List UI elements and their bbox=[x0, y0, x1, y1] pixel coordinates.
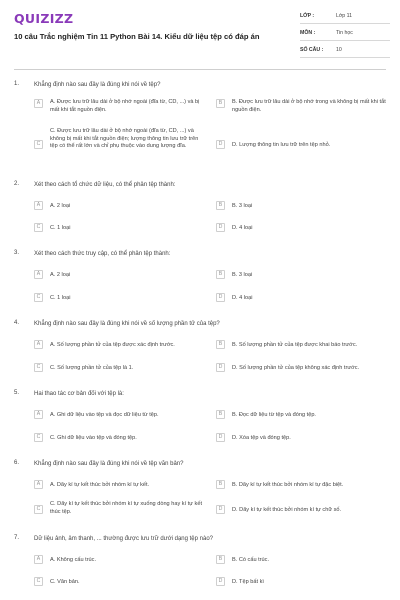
question-text: Khẳng định nào sau đây là đúng khi nói về tệp? bbox=[34, 82, 161, 88]
option-text: D. 4 loại bbox=[232, 294, 253, 301]
option-letter-box: A bbox=[34, 410, 43, 419]
question-number: 1. bbox=[14, 81, 20, 87]
option-letter-box: C bbox=[34, 433, 43, 442]
option-text: A. Số lượng phần tử của tệp được xác định trước. bbox=[50, 341, 175, 348]
option-text: C. 1 loại bbox=[50, 294, 71, 301]
option-text: D. Dãy kí tự kết thúc bởi nhóm kí tự chữ số. bbox=[232, 506, 342, 513]
option-text: A. Dãy kí tự kết thúc bởi nhóm kí tự kết. bbox=[50, 481, 150, 488]
question-text: Khẳng định nào sau đây là đúng khi nói về tệp văn bản? bbox=[34, 461, 184, 467]
option-letter-box: C bbox=[34, 363, 43, 372]
option-text: D. Xóa tệp và đóng tệp. bbox=[232, 434, 291, 441]
option-text: D. Số lượng phần tử của tệp không xác định trước. bbox=[232, 364, 360, 371]
meta-row-subject bbox=[300, 26, 390, 41]
meta-row-count bbox=[300, 43, 390, 58]
option-letter-box: B bbox=[216, 340, 225, 349]
option-text: B. Được lưu trữ lâu dài ở bộ nhớ trong và không bị mất khi tắt nguồn điện. bbox=[232, 99, 386, 113]
meta-value: Tin học bbox=[336, 30, 353, 36]
question-number: 6. bbox=[14, 460, 20, 466]
option-text: B. Dãy kí tự kết thúc bởi nhóm kí tự đặc biệt. bbox=[232, 481, 344, 488]
question-number: 4. bbox=[14, 320, 20, 326]
option-letter-box: C bbox=[34, 505, 43, 514]
option-text: A. Không cấu trúc. bbox=[50, 556, 97, 563]
question-number: 7. bbox=[14, 535, 20, 541]
option-text: B. Số lượng phần tử của tệp được khai báo trước. bbox=[232, 341, 358, 348]
worksheet-header bbox=[0, 0, 400, 66]
meta-key: MÔN : bbox=[300, 30, 316, 36]
option-letter-box: D bbox=[216, 363, 225, 372]
worksheet-title: 10 câu Trắc nghiệm Tin 11 Python Bài 14. Kiểu dữ liệu tệp có đáp án bbox=[14, 32, 260, 41]
option-text: C. Văn bản. bbox=[50, 578, 80, 585]
meta-value: 10 bbox=[336, 47, 342, 53]
option-letter-box: A bbox=[34, 480, 43, 489]
question-number: 5. bbox=[14, 390, 20, 396]
option-text: D. Lượng thông tin lưu trữ trên tệp nhỏ. bbox=[232, 141, 331, 148]
option-text: A. 2 loại bbox=[50, 271, 71, 278]
option-text: B. Đọc dữ liệu từ tệp và đóng tệp. bbox=[232, 411, 316, 418]
option-letter-box: A bbox=[34, 270, 43, 279]
question-text: Xét theo cách tổ chức dữ liệu, có thể phân tệp thành: bbox=[34, 182, 176, 188]
option-letter-box: D bbox=[216, 223, 225, 232]
meta-row-class bbox=[300, 9, 390, 24]
option-text: C. Số lượng phần tử của tệp là 1. bbox=[50, 364, 134, 371]
option-text: A. 2 loại bbox=[50, 202, 71, 209]
option-text: C. Được lưu trữ lâu dài ở bộ nhớ ngoài (đĩa từ, CD, ...) và không bị mất khi tắt nguồn điện; lượng thông tin lưu trữ trên tệp có thể rất lớn và chỉ phụ thuộc vào dung lượng đĩa. bbox=[50, 128, 199, 150]
option-letter-box: B bbox=[216, 201, 225, 210]
header-divider bbox=[14, 69, 386, 70]
question-text: Dữ liệu ảnh, âm thanh, ... thường được lưu trữ dưới dạng tệp nào? bbox=[34, 536, 213, 542]
option-text: B. 3 loại bbox=[232, 271, 253, 278]
option-text: D. 4 loại bbox=[232, 224, 253, 231]
option-letter-box: B bbox=[216, 555, 225, 564]
option-letter-box: A bbox=[34, 99, 43, 108]
option-letter-box: D bbox=[216, 433, 225, 442]
option-letter-box: A bbox=[34, 555, 43, 564]
question-number: 3. bbox=[14, 250, 20, 256]
option-letter-box: C bbox=[34, 293, 43, 302]
option-letter-box: B bbox=[216, 270, 225, 279]
option-letter-box: A bbox=[34, 340, 43, 349]
meta-key: SỐ CÂU : bbox=[300, 47, 324, 53]
question-text: Khẳng định nào sau đây là đúng khi nói về số lượng phần tử của tệp? bbox=[34, 321, 220, 327]
option-letter-box: B bbox=[216, 99, 225, 108]
option-text: C. Ghi dữ liệu vào tệp và đóng tệp. bbox=[50, 434, 137, 441]
option-text: B. 3 loại bbox=[232, 202, 253, 209]
option-letter-box: B bbox=[216, 410, 225, 419]
option-letter-box: C bbox=[34, 577, 43, 586]
option-text: B. Có cấu trúc. bbox=[232, 556, 269, 563]
meta-key: LỚP : bbox=[300, 13, 315, 19]
question-text: Hai thao tác cơ bản đối với tệp là: bbox=[34, 391, 124, 397]
option-text: A. Được lưu trữ lâu dài ở bộ nhớ ngoài (đĩa từ, CD, ...) và bị mất khi tắt nguồn điện. bbox=[50, 99, 200, 113]
option-letter-box: A bbox=[34, 201, 43, 210]
option-text: D. Tệp bất kì bbox=[232, 578, 264, 585]
meta-value: Lớp 11 bbox=[336, 13, 352, 19]
option-letter-box: C bbox=[34, 223, 43, 232]
option-letter-box: C bbox=[34, 140, 43, 149]
option-letter-box: D bbox=[216, 293, 225, 302]
question-number: 2. bbox=[14, 181, 20, 187]
worksheet-meta bbox=[300, 9, 390, 60]
question-text: Xét theo cách thức truy cập, có thể phân tệp thành: bbox=[34, 251, 171, 257]
option-letter-box: D bbox=[216, 505, 225, 514]
quizizz-logo: QUIZIZZ bbox=[14, 11, 74, 26]
option-letter-box: B bbox=[216, 480, 225, 489]
option-text: C. Dãy kí tự kết thúc bởi nhóm kí tự xuống dòng hay kí tự kết thúc tệp. bbox=[50, 501, 203, 515]
option-letter-box: D bbox=[216, 140, 225, 149]
option-letter-box: D bbox=[216, 577, 225, 586]
option-text: A. Ghi dữ liệu vào tệp và đọc dữ liệu từ tệp. bbox=[50, 411, 159, 418]
option-text: C. 1 loại bbox=[50, 224, 71, 231]
